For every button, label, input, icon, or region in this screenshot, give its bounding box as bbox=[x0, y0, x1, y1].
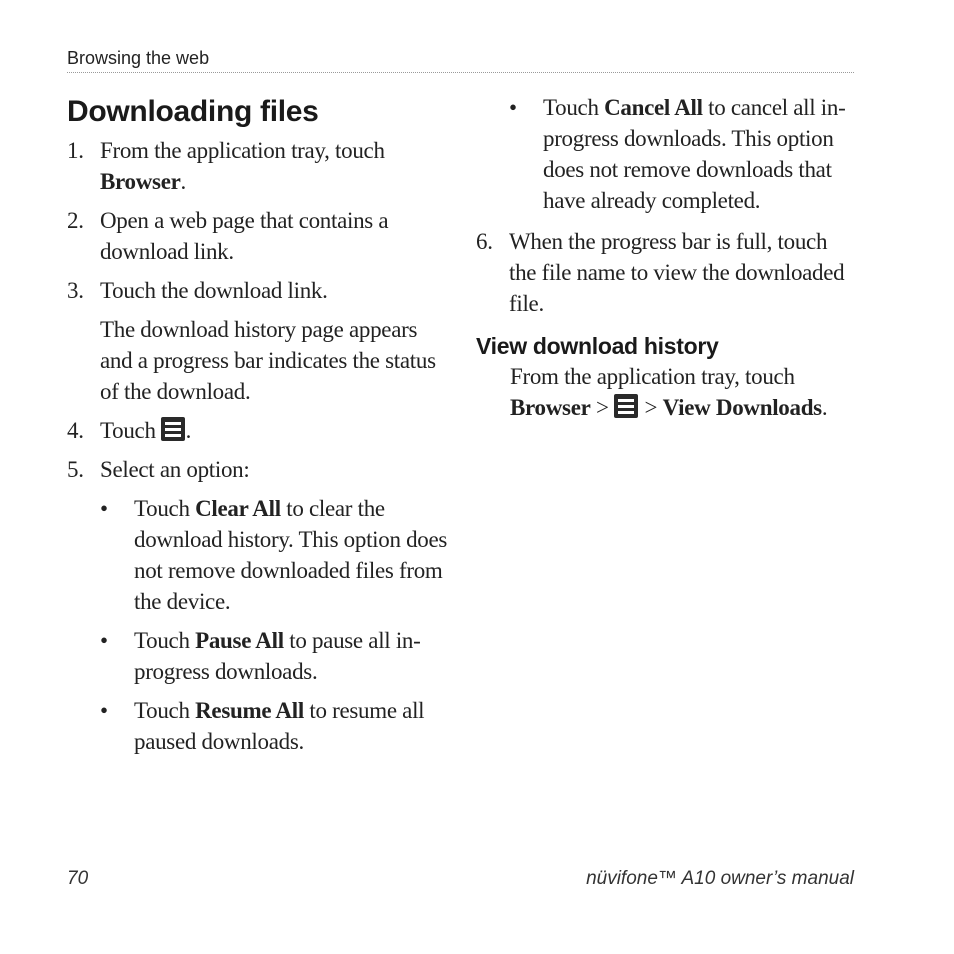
step-number: 3. bbox=[67, 278, 84, 303]
text-run: Touch bbox=[134, 628, 196, 653]
step-number: 4. bbox=[67, 418, 84, 443]
option-text bbox=[134, 493, 452, 617]
ui-term: Browser bbox=[100, 169, 181, 194]
step-number: 5. bbox=[67, 457, 84, 482]
option-text bbox=[134, 695, 452, 757]
text-run: to resume all paused downloads. bbox=[134, 698, 425, 754]
step-4 bbox=[67, 415, 452, 446]
step-1 bbox=[67, 135, 452, 197]
ui-term: Clear All bbox=[195, 496, 281, 521]
text-run: to cancel all in-progress downloads. This option does not remove downloads that have already completed. bbox=[543, 95, 846, 213]
option-text bbox=[134, 625, 452, 687]
text-run: > bbox=[639, 395, 663, 420]
step-text: When the progress bar is full, touch the file name to view the downloaded file. bbox=[509, 229, 845, 316]
text-run: to pause all in-progress downloads. bbox=[134, 628, 421, 684]
step-3-note: The download history page appears and a progress bar indicates the status of the download. bbox=[100, 317, 436, 404]
bullet-marker: • bbox=[100, 698, 108, 723]
manual-title: nüvifone™ A10 owner’s manual bbox=[586, 868, 854, 889]
text-run: . bbox=[180, 169, 186, 194]
menu-icon bbox=[614, 394, 638, 418]
step-text bbox=[100, 415, 452, 446]
text-run: . bbox=[821, 395, 828, 420]
text-run: > bbox=[590, 395, 615, 420]
header-divider bbox=[67, 72, 854, 73]
step-text bbox=[100, 135, 452, 197]
right-column bbox=[476, 92, 856, 423]
option-resume-all bbox=[100, 695, 452, 757]
text-run: to clear the download history. This option does not remove downloaded files from the device. bbox=[134, 496, 448, 614]
option-cancel-all bbox=[509, 92, 856, 216]
text-run: Touch bbox=[134, 698, 196, 723]
step-number: 2. bbox=[67, 208, 84, 233]
step-6 bbox=[476, 226, 856, 319]
page-number: 70 bbox=[67, 868, 89, 889]
ui-term: Cancel All bbox=[604, 95, 703, 120]
text-run: From the application tray, touch bbox=[100, 138, 385, 163]
ui-term: Resume All bbox=[195, 698, 304, 723]
bullet-marker: • bbox=[100, 628, 108, 653]
ui-term: Pause All bbox=[195, 628, 284, 653]
text-run: . bbox=[185, 418, 192, 443]
bullet-marker: • bbox=[100, 496, 108, 521]
text-run: From the application tray, touch bbox=[510, 364, 795, 389]
option-text bbox=[543, 92, 856, 216]
menu-icon bbox=[161, 417, 185, 441]
option-clear-all bbox=[100, 493, 452, 617]
section-header: Browsing the web bbox=[67, 48, 210, 68]
page-title: Downloading files bbox=[67, 95, 319, 128]
bullet-marker: • bbox=[509, 95, 517, 120]
step-2 bbox=[67, 205, 452, 267]
ui-term: View Downloads bbox=[662, 395, 822, 420]
text-run: Touch bbox=[134, 496, 196, 521]
step-5 bbox=[67, 454, 452, 485]
step-text: Touch the download link. bbox=[100, 278, 328, 303]
step-text: Select an option: bbox=[100, 457, 250, 482]
step-number: 6. bbox=[476, 229, 493, 254]
text-run: Touch bbox=[543, 95, 605, 120]
text-run: Touch bbox=[100, 418, 156, 443]
step-3 bbox=[67, 275, 452, 306]
left-column bbox=[67, 92, 452, 765]
step-text: Open a web page that contains a download link. bbox=[100, 208, 389, 264]
view-history-paragraph bbox=[510, 361, 856, 423]
step-number: 1. bbox=[67, 138, 84, 163]
ui-term: Browser bbox=[510, 395, 591, 420]
option-pause-all bbox=[100, 625, 452, 687]
section-subtitle: View download history bbox=[476, 333, 719, 359]
